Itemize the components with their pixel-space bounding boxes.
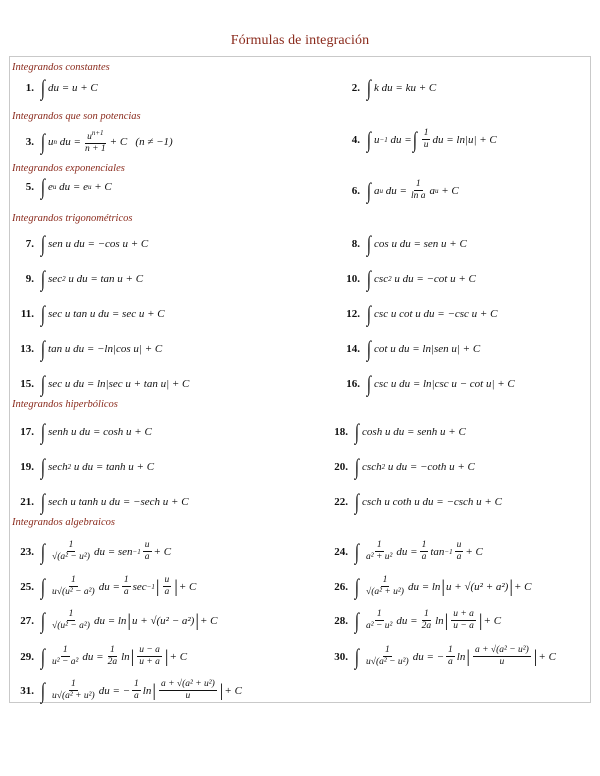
formula-8: 8. ∫ cos u du = sen u + C: [351, 231, 467, 256]
integral-sign-icon: ∫: [354, 643, 360, 669]
formula-4: 4. ∫ u −1 du = ∫ $\frac{1}{u}$ du = ln|u| + C: [351, 126, 497, 152]
formula-10: 10. ∫ csc 2 u du = −cot u + C: [346, 266, 476, 291]
integral-sign-icon: ∫: [40, 266, 46, 291]
formula-27: 27. ∫ $\frac{1}{\text{√(u² − a²)}}$ du = ln | u + √(u² − a²) | + C: [20, 607, 218, 633]
formula-19: 19. ∫ sech 2 u du = tanh u + C: [20, 454, 155, 479]
integral-sign-icon: ∫: [366, 177, 372, 203]
formula-21: 21. ∫ sech u tanh u du = −sech u + C: [20, 489, 189, 514]
section-hiperbolicos: Integrandos hiperbólicos: [12, 399, 118, 410]
integral-sign-icon: ∫: [366, 301, 372, 326]
integral-sign-icon: ∫: [354, 419, 360, 444]
integral-sign-icon: ∫: [40, 607, 46, 633]
integral-sign-icon: ∫: [40, 419, 46, 444]
integral-sign-icon: ∫: [366, 371, 372, 396]
integral-sign-icon: ∫: [40, 128, 46, 154]
integral-sign-icon: ∫: [40, 538, 46, 564]
formula-6: 6. ∫ a u du = $\frac{1}{\text{ln a}}$ a u + C: [351, 177, 459, 203]
integral-sign-icon: ∫: [354, 607, 360, 633]
formula-28: 28. ∫ $\frac{1}{\text{a² − u²}}$ du = $\frac{1}{2a}$ ln | $\frac{u + a}{u - a}$ | + C: [334, 607, 502, 633]
section-exponenciales: Integrandos exponenciales: [12, 163, 125, 174]
integral-sign-icon: ∫: [366, 75, 372, 100]
formula-23: 23. ∫ $\frac{1}{\text{√(a² − u²)}}$ du = sen −1 $\frac{u}{a}$ + C: [20, 538, 172, 564]
integral-sign-icon: ∫: [40, 677, 46, 703]
integral-sign-icon: ∫: [354, 573, 360, 599]
integral-sign-icon: ∫: [40, 75, 46, 100]
section-trigonometricos: Integrandos trigonométricos: [12, 213, 133, 224]
formula-24: 24. ∫ $\frac{1}{\text{a² + u²}}$ du = $\frac{1}{a}$ tan −1 $\frac{u}{a}$ + C: [334, 538, 483, 564]
formula-22: 22. ∫ csch u coth u du = −csch u + C: [334, 489, 502, 514]
formula-16: 16. ∫ csc u du = ln|csc u − cot u| + C: [346, 371, 515, 396]
formula-11: 11. ∫ sec u tan u du = sec u + C: [20, 301, 165, 326]
formula-30: 30. ∫ $\frac{1}{\text{u√(a² − u²)}}$ du = − $\frac{1}{a}$ ln | $\frac{\text{a + √(a² − u²)}}{u}$ | + C: [334, 643, 556, 669]
integral-sign-icon: ∫: [40, 454, 46, 479]
formula-1: 1. ∫ du = u + C: [18, 80, 98, 96]
formula-14: 14. ∫ cot u du = ln|sen u| + C: [346, 336, 481, 361]
formula-number: 1.: [25, 82, 34, 94]
formula-9: 9. ∫ sec 2 u du = tan u + C: [25, 266, 144, 291]
formula-31: 31. ∫ $\frac{1}{\text{u√(a² + u²)}}$ du = − $\frac{1}{a}$ ln | $\frac{\text{a + √(a² + u²)}}{u}$ | + C: [20, 677, 242, 703]
integral-sign-icon: ∫: [366, 266, 372, 291]
integral-sign-icon: ∫: [366, 126, 372, 152]
integral-sign-icon: ∫: [366, 231, 372, 256]
formula-26: 26. ∫ $\frac{1}{\text{√(a² + u²)}}$ du = ln | u + √(u² + a²) | + C: [334, 573, 532, 599]
formula-2: 2. ∫ k du = ku + C: [351, 75, 437, 100]
formula-13: 13. ∫ tan u du = −ln|cos u| + C: [20, 336, 163, 361]
formula-17: 17. ∫ senh u du = cosh u + C: [20, 419, 152, 444]
formula-12: 12. ∫ csc u cot u du = −csc u + C: [346, 301, 498, 326]
integral-sign-icon: ∫: [354, 538, 360, 564]
integral-sign-icon: ∫: [40, 643, 46, 669]
integral-sign-icon: ∫: [40, 371, 46, 396]
formula-29: 29. ∫ $\frac{1}{\text{u² − a²}}$ du = $\frac{1}{2a}$ ln | $\frac{u - a}{u + a}$ | + C: [20, 643, 188, 669]
integral-sign-icon: ∫: [40, 336, 46, 361]
formula-18: 18. ∫ cosh u du = senh u + C: [334, 419, 466, 444]
integral-sign-icon: ∫: [366, 336, 372, 361]
integral-sign-icon: ∫: [40, 231, 46, 256]
formula-5: 5. ∫ e u du = e u + C: [25, 174, 112, 199]
section-potencias: Integrandos que son potencias: [12, 111, 141, 122]
formula-3: 3. ∫ u n du = $\frac{u^{n+1}}{n + 1}$ + C (n ≠ −1): [25, 128, 173, 155]
integral-sign-icon: ∫: [354, 454, 360, 479]
formula-25: 25. ∫ $\frac{1}{\text{u√(u² − a²)}}$ du = $\frac{1}{a}$ sec −1 | $\frac{u}{a}$ | + C: [20, 573, 197, 599]
integral-sign-icon: ∫: [40, 301, 46, 326]
integral-sign-icon: ∫: [40, 489, 46, 514]
formula-7: 7. ∫ sen u du = −cos u + C: [25, 231, 149, 256]
formula-20: 20. ∫ csch 2 u du = −coth u + C: [334, 454, 475, 479]
formula-15: 15. ∫ sec u du = ln|sec u + tan u| + C: [20, 371, 190, 396]
integral-sign-icon: ∫: [412, 126, 417, 152]
section-constantes: Integrandos constantes: [12, 62, 110, 73]
section-algebraicos: Integrandos algebraicos: [12, 517, 115, 528]
integral-sign-icon: ∫: [40, 174, 46, 199]
page-title: Fórmulas de integración: [230, 33, 370, 48]
integral-sign-icon: ∫: [40, 573, 46, 599]
integral-sign-icon: ∫: [354, 489, 360, 514]
